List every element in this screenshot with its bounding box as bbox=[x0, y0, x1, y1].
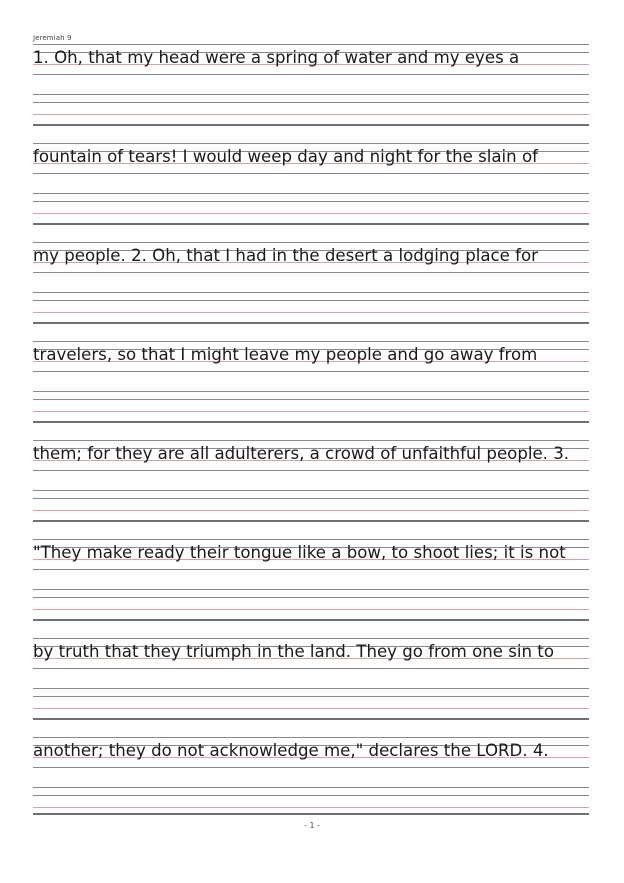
guide-line bbox=[33, 272, 589, 273]
verse-line: fountain of tears! I would weep day and night for the slain of bbox=[33, 147, 538, 166]
guide-line bbox=[33, 391, 589, 392]
guide-line bbox=[33, 795, 589, 796]
guide-line bbox=[33, 193, 589, 194]
verse-line: by truth that they triumph in the land. They go from one sin to bbox=[33, 642, 554, 661]
red-guide-line bbox=[33, 807, 589, 808]
red-guide-line bbox=[33, 609, 589, 610]
guide-line bbox=[33, 569, 589, 570]
guide-line bbox=[33, 74, 589, 75]
guide-line bbox=[33, 619, 589, 621]
verse-line: "They make ready their tongue like a bow, to shoot lies; it is not bbox=[33, 543, 566, 562]
page-number: - 1 - bbox=[304, 821, 320, 830]
guide-line bbox=[33, 737, 589, 738]
guide-line bbox=[33, 399, 589, 400]
writing-block bbox=[33, 242, 589, 322]
red-guide-line bbox=[33, 708, 589, 709]
guide-line bbox=[33, 490, 589, 491]
guide-line bbox=[33, 767, 589, 768]
verse-line: them; for they are all adulterers, a crowd of unfaithful people. 3. bbox=[33, 444, 570, 463]
verse-line: 1. Oh, that my head were a spring of water and my eyes a bbox=[33, 48, 520, 67]
guide-line bbox=[33, 371, 589, 372]
guide-line bbox=[33, 520, 589, 522]
guide-line bbox=[33, 539, 589, 540]
guide-line bbox=[33, 589, 589, 590]
red-guide-line bbox=[33, 510, 589, 511]
guide-line bbox=[33, 124, 589, 126]
guide-line bbox=[33, 173, 589, 174]
guide-line bbox=[33, 300, 589, 301]
writing-block bbox=[33, 539, 589, 619]
writing-block bbox=[33, 44, 589, 124]
guide-line bbox=[33, 813, 589, 815]
verse-line: travelers, so that I might leave my people and go away from bbox=[33, 345, 538, 364]
verse-line: another; they do not acknowledge me," declares the LORD. 4. bbox=[33, 741, 549, 760]
guide-line bbox=[33, 143, 589, 144]
writing-block bbox=[33, 341, 589, 421]
guide-line bbox=[33, 718, 589, 720]
writing-block bbox=[33, 440, 589, 520]
writing-block bbox=[33, 737, 589, 817]
guide-line bbox=[33, 341, 589, 342]
guide-line bbox=[33, 223, 589, 225]
writing-block bbox=[33, 638, 589, 718]
guide-line bbox=[33, 498, 589, 499]
guide-line bbox=[33, 421, 589, 423]
guide-line bbox=[33, 201, 589, 202]
red-guide-line bbox=[33, 312, 589, 313]
guide-line bbox=[33, 102, 589, 103]
guide-line bbox=[33, 44, 589, 45]
red-guide-line bbox=[33, 411, 589, 412]
guide-line bbox=[33, 688, 589, 689]
writing-block bbox=[33, 143, 589, 223]
guide-line bbox=[33, 638, 589, 639]
guide-line bbox=[33, 787, 589, 788]
page-header: Jeremiah 9 bbox=[33, 34, 72, 42]
red-guide-line bbox=[33, 114, 589, 115]
verse-line: my people. 2. Oh, that I had in the desert a lodging place for bbox=[33, 246, 538, 265]
guide-line bbox=[33, 597, 589, 598]
guide-line bbox=[33, 94, 589, 95]
guide-line bbox=[33, 322, 589, 324]
red-guide-line bbox=[33, 213, 589, 214]
guide-line bbox=[33, 470, 589, 471]
guide-line bbox=[33, 242, 589, 243]
guide-line bbox=[33, 440, 589, 441]
guide-line bbox=[33, 292, 589, 293]
guide-line bbox=[33, 696, 589, 697]
guide-line bbox=[33, 668, 589, 669]
